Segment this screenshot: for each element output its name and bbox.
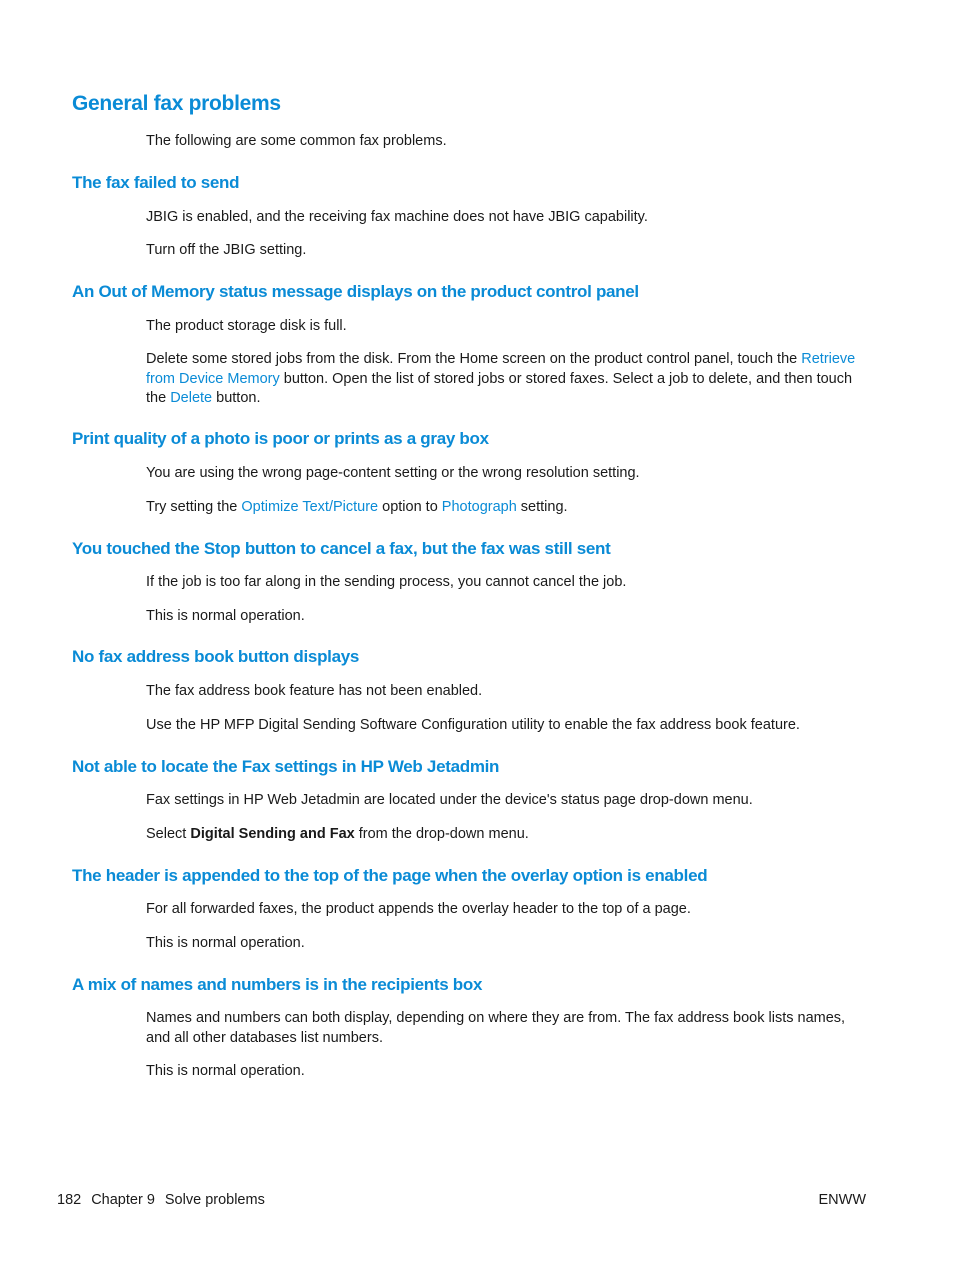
section-text — [146, 498, 866, 518]
section-heading-out-of-memory: An Out of Memory status message displays on the product control panel — [72, 282, 639, 301]
page-number: 182 — [57, 1192, 82, 1208]
section-text — [146, 825, 866, 845]
chapter-label: Chapter 9 — [91, 1192, 155, 1208]
section-text: You are using the wrong page-content setting or the wrong resolution setting. — [146, 465, 640, 481]
delete-link[interactable]: Delete — [170, 390, 213, 406]
chapter-title: Solve problems — [164, 1192, 265, 1208]
text-run: Delete some stored jobs from the disk. From the Home screen on the product control panel, touch the — [146, 351, 802, 367]
section-text: JBIG is enabled, and the receiving fax machine does not have JBIG capability. — [146, 209, 648, 225]
section-text: Use the HP MFP Digital Sending Software Configuration utility to enable the fax address book feature. — [146, 717, 800, 733]
section-heading-recipients-box: A mix of names and numbers is in the recipients box — [72, 975, 483, 994]
section-text: Names and numbers can both display, depending on where they are from. The fax address book lists names, and all other databases list numbers. — [146, 1010, 846, 1046]
section-text: If the job is too far along in the sending process, you cannot cancel the job. — [146, 574, 627, 590]
page-title: General fax problems — [72, 92, 281, 115]
section-heading-overlay-header: The header is appended to the top of the page when the overlay option is enabled — [72, 866, 708, 885]
retrieve-from-device-memory-link[interactable]: Retrieve from Device Memory — [146, 351, 856, 387]
section-text: This is normal operation. — [146, 935, 305, 951]
section-text: For all forwarded faxes, the product appends the overlay header to the top of a page. — [146, 901, 691, 917]
text-run: button. — [212, 390, 261, 406]
section-text: This is normal operation. — [146, 1063, 305, 1079]
intro-text: The following are some common fax problems. — [146, 133, 447, 149]
section-heading-print-quality: Print quality of a photo is poor or prints as a gray box — [72, 429, 489, 448]
text-run: button. Open the list of stored jobs or stored faxes. Select a job to delete, and then touch the — [146, 370, 853, 406]
text-run: Try setting the — [146, 499, 242, 515]
section-heading-stop-button: You touched the Stop button to cancel a fax, but the fax was still sent — [72, 539, 611, 558]
page-footer-right: ENWW — [818, 1192, 866, 1208]
optimize-text-picture-link[interactable]: Optimize Text/Picture — [241, 499, 379, 515]
digital-sending-and-fax-label: Digital Sending and Fax — [190, 826, 355, 842]
section-text — [146, 350, 866, 409]
section-text: Fax settings in HP Web Jetadmin are located under the device's status page drop-down menu. — [146, 792, 753, 808]
section-text: The product storage disk is full. — [146, 318, 347, 334]
text-run: option to — [378, 499, 442, 515]
section-heading-fax-failed: The fax failed to send — [72, 173, 240, 192]
section-text: The fax address book feature has not been enabled. — [146, 683, 483, 699]
text-run: Select — [146, 826, 191, 842]
section-heading-address-book: No fax address book button displays — [72, 647, 360, 666]
section-heading-web-jetadmin: Not able to locate the Fax settings in HP Web Jetadmin — [72, 757, 500, 776]
section-text: Turn off the JBIG setting. — [146, 242, 307, 258]
section-text: This is normal operation. — [146, 608, 305, 624]
page-footer-left — [57, 1192, 275, 1208]
text-run: setting. — [516, 499, 568, 515]
photograph-link[interactable]: Photograph — [441, 499, 517, 515]
text-run: from the drop-down menu. — [354, 826, 529, 842]
